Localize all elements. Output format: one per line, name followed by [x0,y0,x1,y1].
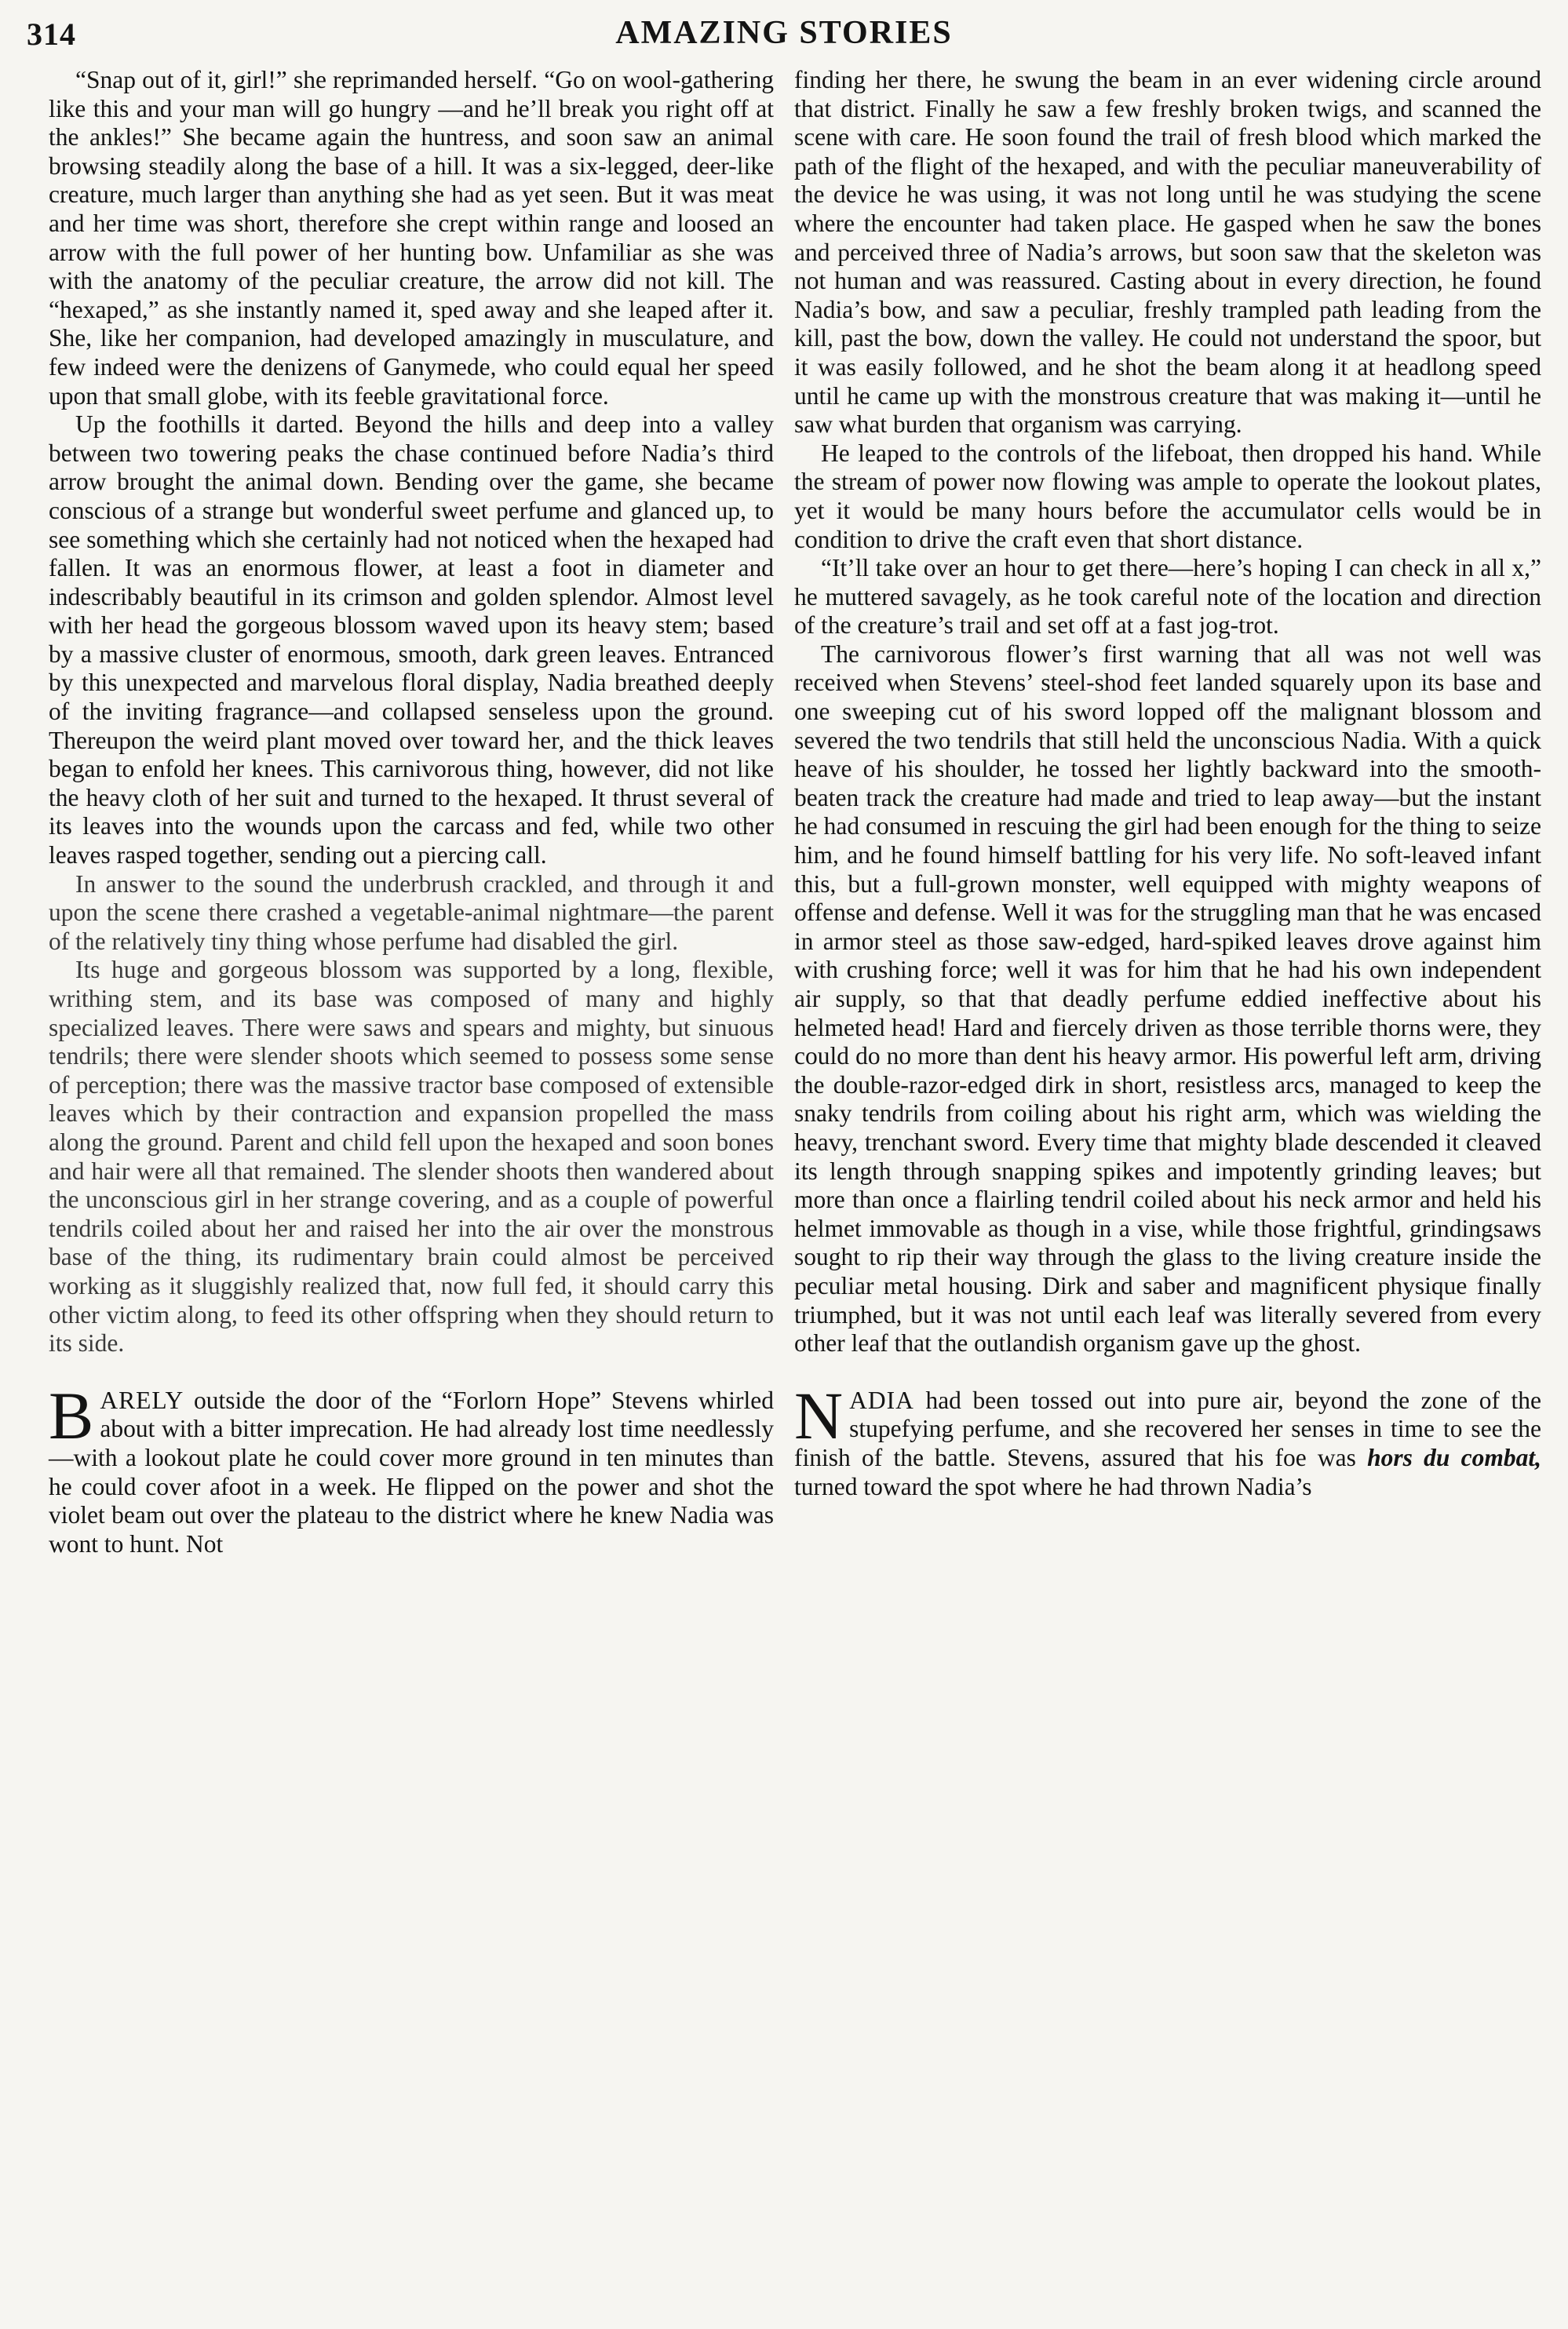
paragraph: The carnivorous flower’s first warning that all was not well was received when Stevens’ steel-shod feet landed squarely upon its base and one sweeping cut of his sword lopped off the malignant blossom and severed the two tendrils that still held the unconscious Nadia. With a quick heave of his shoulder, he tossed her lightly backward into the smooth-beaten track the creature had made and tried to leap away—but the instant he had consumed in rescuing the girl had been enough for the thing to seize him, and he found himself battling for his very life. No soft-leaved infant this, but a full-grown monster, well equipped with mighty weapons of offense and defense. Well it was for the struggling man that he was encased in armor steel as those saw-edged, hard-spiked leaves drove against him with crushing force; well it was for him that he had his own independent air supply, so that that deadly perfume eddied ineffective about his helmeted head! Hard and fiercely driven as those terrible thorns were, they could do no more than dent his heavy armor. His powerful left arm, driving the double-razor-edged dirk in short, resistless arcs, managed to keep the snaky tendrils from coiling about his right arm, which was wielding the heavy, trenchant sword. Every time that mighty blade descended it cleaved its length through snapping spikes and impotently grinding leaves; but more than once a flairling tendril coiled about his neck armor and held his helmet immovable as though in a vise, while those frightful, grindingsaws sought to rip their way through the glass to the living creature inside the peculiar metal housing. Dirk and saber and magnificent physique finally triumphed, but it was not until each leaf was literally severed from every other leaf that the outlandish organism gave up the ghost. [794,640,1541,1358]
drop-cap: N [794,1377,844,1453]
page-header [27,11,1541,56]
paragraph-text: turned toward the spot where he had thrown Nadia’s [794,1472,1312,1500]
page-number: 314 [27,16,76,52]
paragraph: In answer to the sound the underbrush crackled, and through it and upon the scene there crashed a vegetable-animal nightmare—the parent of the relatively tiny thing whose perfume had disabled the girl. [49,869,774,955]
text-columns [27,66,1541,2329]
right-column [794,66,1541,2329]
paragraph: “It’ll take over an hour to get there—here’s hoping I can check in all x,” he muttered savagely, as he took careful note of the location and direction of the creature’s trail and set off at a fast jog-trot. [794,554,1541,640]
paragraph-text: outside the door of the “Forlorn Hope” Stevens whirled about with a bitter imprecation. He had already lost time needlessly—with a lookout plate he could cover more ground in ten minutes than he could cover afoot in a week. He flipped on the power and shot the violet beam out over the plateau to the district where he knew Nadia was wont to hunt. Not [49,1386,774,1558]
left-column [27,66,774,2329]
paragraph-text: had been tossed out into pure air, beyond the zone of the stupefying perfume, and she recovered her senses in time to see the finish of the battle. Stevens, assured that his foe was [794,1386,1541,1471]
italic-phrase: hors du combat, [1367,1443,1541,1471]
section-break [49,1377,774,1559]
lead-in: ARELY [100,1386,184,1414]
section-paragraph [49,1377,774,1559]
paragraph: He leaped to the controls of the lifeboat, then dropped his hand. While the stream of power now flowing was ample to operate the lookout plates, yet it would be many hours before the accumulator cells would be in condition to drive the craft even that short distance. [794,439,1541,553]
section-paragraph [794,1377,1541,1501]
paragraph: Up the foothills it darted. Beyond the hills and deep into a valley between two towering peaks the chase continued before Nadia’s third arrow brought the animal down. Bending over the game, she became conscious of a strange but wonderful sweet perfume and glanced up, to see something which she certainly had not noticed when the hexaped had fallen. It was an enormous flower, at least a foot in diameter and indescribably beautiful in its crimson and golden splendor. Almost level with her head the gorgeous blossom waved upon its heavy stem; based by a massive cluster of enormous, smooth, dark green leaves. Entranced by this unexpected and marvelous floral display, Nadia breathed deeply of the inviting fragrance—and collapsed senseless upon the ground. Thereupon the weird plant moved over toward her, and the thick leaves began to enfold her knees. This carnivorous thing, however, did not like the heavy cloth of her suit and turned to the hexaped. It thrust several of its leaves into the wounds upon the carcass and fed, while two other leaves rasped together, sending out a piercing call. [49,410,774,869]
paragraph: Its huge and gorgeous blossom was supported by a long, flexible, writhing stem, and its base was composed of many and highly specialized leaves. There were saws and spears and mighty, but sinuous tendrils; there were slender shoots which seemed to possess some sense of perception; there was the massive tractor base composed of extensible leaves which by their contraction and expansion propelled the mass along the ground. Parent and child fell upon the hexaped and soon bones and hair were all that remained. The slender shoots then wandered about the unconscious girl in her strange covering, and as a couple of powerful tendrils coiled about her and raised her into the air over the monstrous base of the thing, its rudimentary brain could almost be perceived working as it sluggishly realized that, now full fed, it should carry this other victim along, to feed its other offspring when they should return to its side. [49,956,774,1358]
magazine-title: AMAZING STORIES [615,15,953,51]
section-break [794,1377,1541,1501]
lead-in: ADIA [849,1386,914,1414]
paragraph: finding her there, he swung the beam in an ever widening circle around that district. Finally he saw a few freshly broken twigs, and scanned the scene with care. He soon found the trail of fresh blood which marked the path of the flight of the hexaped, and with the peculiar maneuverability of the device he was using, it was not long until he was studying the scene where the encounter had taken place. He gasped when he saw the bones and perceived three of Nadia’s arrows, but soon saw that the skeleton was not human and was reassured. Casting about in every direction, he found Nadia’s bow, and saw a peculiar, freshly trampled path leading from the kill, past the bow, down the valley. He could not understand the spoor, but it was easily followed, and he shot the beam along it at headlong speed until he came up with the monstrous creature that was making it—until he saw what burden that organism was carrying. [794,66,1541,439]
paragraph: “Snap out of it, girl!” she reprimanded herself. “Go on wool-gathering like this and your man will go hungry —and he’ll break you right off at the ankles!” She became again the huntress, and soon saw an animal browsing steadily along the base of a hill. It was a six-legged, deer-like creature, much larger than anything she had as yet seen. But it was meat and her time was short, therefore she crept within range and loosed an arrow with the full power of her hunting bow. Unfamiliar as she was with the anatomy of the peculiar creature, the arrow did not kill. The “hexaped,” as she instantly named it, sped away and she leaped after it. She, like her companion, had developed amazingly in musculature, and few indeed were the denizens of Ganymede, who could equal her speed upon that small globe, with its feeble gravitational force. [49,66,774,410]
drop-cap: B [49,1377,94,1453]
